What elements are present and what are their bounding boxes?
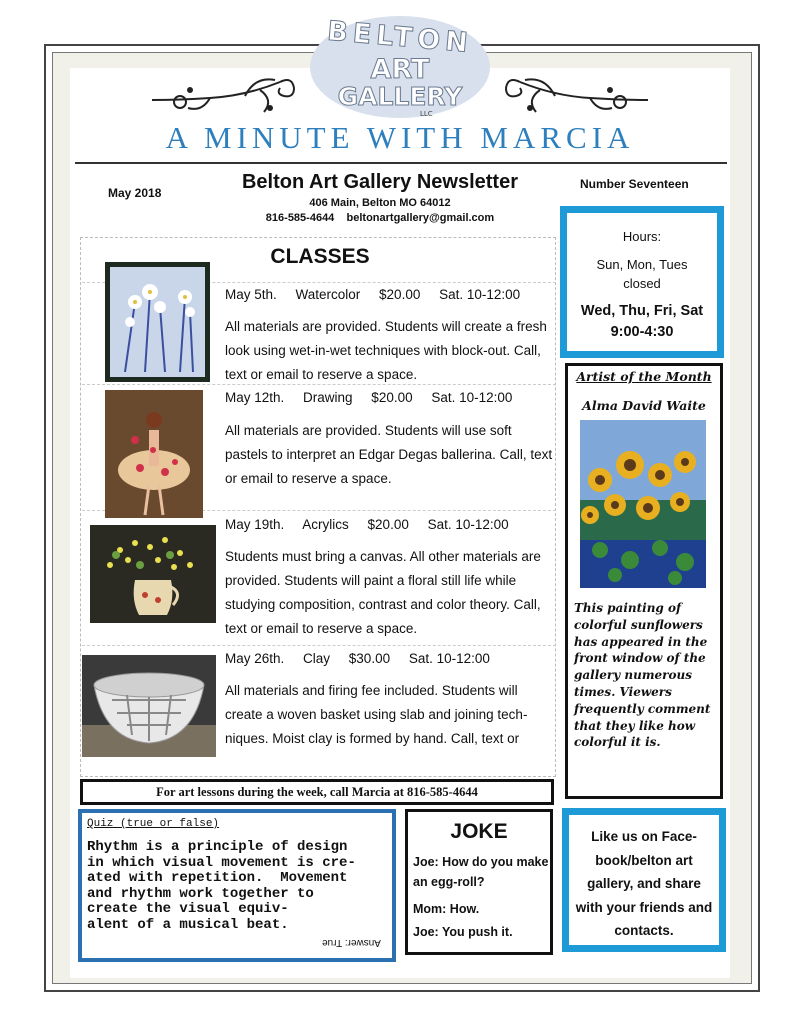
joke-title: JOKE bbox=[450, 820, 508, 843]
logo-line-art: ART bbox=[370, 54, 430, 85]
watercolor-image bbox=[105, 262, 210, 382]
class-watercolor-heading: May 5th. Watercolor $20.00 Sat. 10-12:00 bbox=[225, 287, 521, 302]
lessons-callout: For art lessons during the week, call Marcia at 816-585-4644 bbox=[80, 779, 554, 805]
facebook-text[interactable]: Like us on Face-book/belton art gallery, and share with your friends and contacts. bbox=[575, 829, 713, 938]
ballerina-image bbox=[105, 390, 203, 518]
class-drawing-heading: May 12th. Drawing $20.00 Sat. 10-12:00 bbox=[225, 390, 513, 405]
joke-line-3: Joe: You push it. bbox=[413, 925, 513, 939]
artist-of-month-box bbox=[565, 363, 723, 799]
class-drawing-description: All materials are provided. Students will use soft pastels to interpret an Edgar Degas ballerina. Call, text or email to reserve a space. bbox=[225, 423, 553, 486]
class-clay-heading: May 26th. Clay $30.00 Sat. 10-12:00 bbox=[225, 651, 490, 666]
hours-open: Wed, Thu, Fri, Sat 9:00-4:30 bbox=[580, 303, 704, 340]
quiz-question: Rhythm is a principle of design in which visual movement is cre- ated with repetition. Movement and rhythm work together to create the visual equiv- alent of a musical beat. bbox=[87, 839, 356, 933]
joke-line-1: Joe: How do you make an egg-roll? bbox=[413, 855, 549, 889]
joke-box bbox=[405, 809, 553, 955]
classes-title: CLASSES bbox=[270, 245, 370, 268]
hours-box bbox=[560, 206, 724, 358]
logo-line-gallery: GALLERY bbox=[337, 82, 463, 111]
facebook-box bbox=[562, 808, 726, 952]
class-acrylics-description: Students must bring a canvas. All other materials are provided. Students will paint a floral still life while studying composition, contrast and color theory. Call, text or email to reserve a space. bbox=[225, 549, 541, 636]
gallery-address: 406 Main, Belton MO 64012 bbox=[309, 197, 451, 209]
gallery-contact[interactable]: 816-585-4644 beltonartgallery@gmail.com bbox=[265, 212, 495, 224]
hours-label: Hours: bbox=[622, 229, 662, 244]
gallery-logo bbox=[310, 16, 490, 118]
quiz-box bbox=[78, 809, 396, 962]
hours-closed: Sun, Mon, Tues closed bbox=[596, 257, 688, 291]
artist-heading: Artist of the Month bbox=[576, 369, 712, 384]
newsletter-title: Belton Art Gallery Newsletter bbox=[241, 171, 518, 193]
logo-line-llc: LLC bbox=[420, 110, 433, 118]
left-scroll-ornament bbox=[150, 60, 300, 120]
header-divider bbox=[75, 162, 727, 164]
issue-date: May 2018 bbox=[108, 186, 162, 200]
right-scroll-ornament bbox=[500, 60, 650, 120]
class-divider bbox=[82, 645, 556, 646]
artist-name: Alma David Waite bbox=[582, 398, 706, 413]
class-clay-description: All materials and firing fee included. Students will create a woven basket using slab and joining tech-niques. Moist clay is formed by hand. Call, text or bbox=[225, 683, 528, 746]
clay-basket-image bbox=[82, 655, 216, 757]
logo-line-belton: BELTON bbox=[326, 15, 474, 60]
banner-title: A MINUTE WITH MARCIA bbox=[165, 120, 635, 155]
quiz-title: Quiz (true or false) bbox=[87, 818, 220, 830]
class-acrylics-heading: May 19th. Acrylics $20.00 Sat. 10-12:00 bbox=[225, 517, 509, 532]
joke-line-2: Mom: How. bbox=[413, 902, 480, 916]
class-watercolor-description: All materials are provided. Students will create a fresh look using wet-in-wet techniques with block-out. Call, text or email to reserve a space. bbox=[225, 319, 547, 382]
sunflower-painting-image bbox=[580, 420, 706, 588]
floral-still-life-image bbox=[90, 525, 216, 623]
artist-description: This painting of colorful sunflowers has appeared in the front window of the gallery numerous times. Viewers frequently comment that they like how colorful it is. bbox=[574, 601, 711, 750]
issue-number: Number Seventeen bbox=[580, 177, 689, 191]
quiz-answer-upside-down: Answer: True bbox=[322, 937, 381, 948]
